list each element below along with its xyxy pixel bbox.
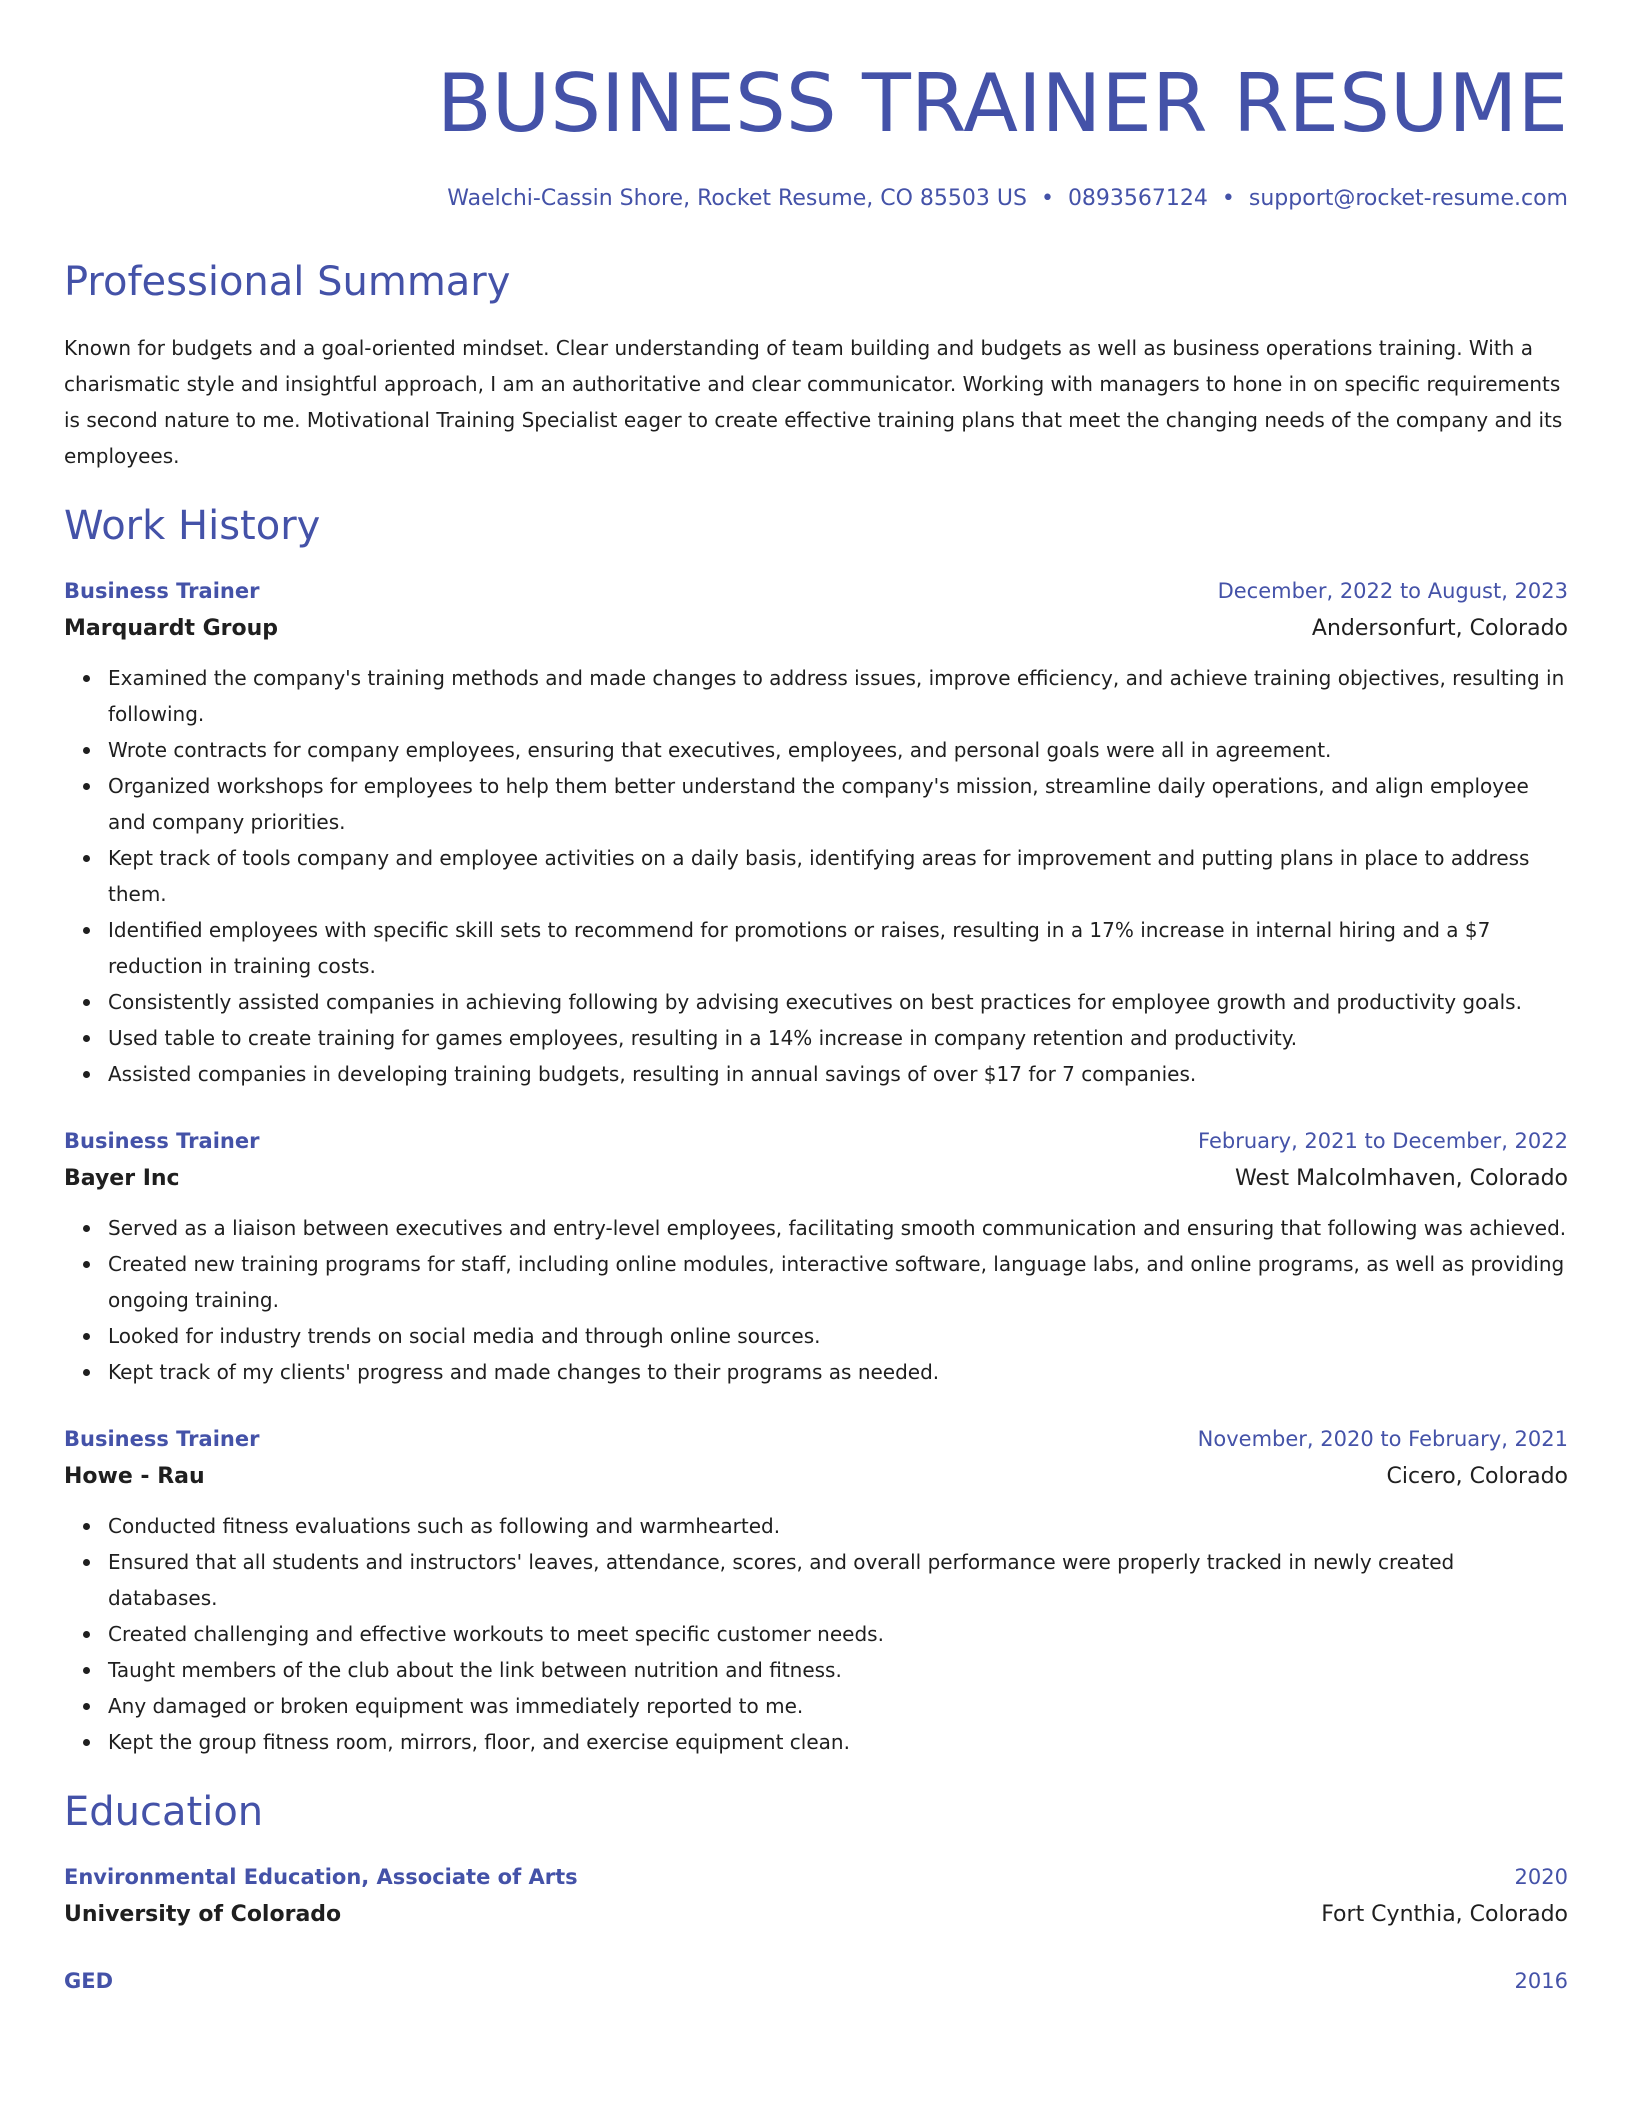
job-employer-row xyxy=(64,610,1568,648)
job-header-row xyxy=(64,572,1568,610)
summary-section xyxy=(64,256,1568,474)
contact-separator: • xyxy=(1221,186,1235,211)
summary-text: Known for budgets and a goal-oriented mindset. Clear understanding of team building and budgets as well as business operations training. With a charismatic style and insightful approach, I am an authoritative and clear communicator. Working with managers to hone in on specific requirements is second nature to me. Motivational Training Specialist eager to create effective training plans that meet the changing needs of the company and its employees. xyxy=(64,336,1563,468)
work-history-heading: Work History xyxy=(64,503,321,549)
summary-heading: Professional Summary xyxy=(64,259,511,305)
resume-page xyxy=(64,0,1568,2000)
job-bullet: Kept the group fitness room, mirrors, floor, and exercise equipment clean. xyxy=(108,1724,1568,1760)
job-dates: November, 2020 to February, 2021 xyxy=(1197,1427,1568,1451)
job-bullet: Wrote contracts for company employees, ensuring that executives, employees, and personal goals were all in agreement. xyxy=(108,732,1568,768)
job-title: Business Trainer xyxy=(64,1427,260,1451)
contact-line xyxy=(64,182,1568,216)
job-employer: Marquardt Group xyxy=(64,616,279,641)
education-year: 2016 xyxy=(1514,1969,1568,1993)
education-header-row xyxy=(64,1962,1568,2000)
work-history-section xyxy=(64,500,1568,1760)
contact-address: Waelchi-Cassin Shore, Rocket Resume, CO 85503 US xyxy=(447,186,1027,211)
job-entry xyxy=(64,1122,1568,1390)
job-entry xyxy=(64,572,1568,1092)
job-entry xyxy=(64,1420,1568,1760)
education-entry xyxy=(64,1858,1568,1934)
job-bullet: Taught members of the club about the link between nutrition and fitness. xyxy=(108,1652,1568,1688)
job-bullet: Kept track of my clients' progress and made changes to their programs as needed. xyxy=(108,1354,1568,1390)
education-section xyxy=(64,1786,1568,2000)
education-degree: Environmental Education, Associate of Arts xyxy=(64,1865,578,1889)
job-dates: December, 2022 to August, 2023 xyxy=(1217,579,1568,603)
resume-title: BUSINESS TRAINER RESUME xyxy=(436,57,1568,150)
job-location: West Malcolmhaven, Colorado xyxy=(1234,1166,1568,1191)
job-header-row xyxy=(64,1122,1568,1160)
job-bullet: Kept track of tools company and employee activities on a daily basis, identifying areas for improvement and putting plans in place to address them. xyxy=(108,840,1568,912)
job-title: Business Trainer xyxy=(64,1129,260,1153)
job-title: Business Trainer xyxy=(64,579,260,603)
job-bullet: Examined the company's training methods and made changes to address issues, improve efficiency, and achieve training objectives, resulting in following. xyxy=(108,660,1568,732)
contact-email: support@rocket-resume.com xyxy=(1248,186,1568,211)
contact-phone: 0893567124 xyxy=(1067,186,1208,211)
job-bullet: Any damaged or broken equipment was immediately reported to me. xyxy=(108,1688,1568,1724)
job-dates: February, 2021 to December, 2022 xyxy=(1198,1129,1568,1153)
job-location: Andersonfurt, Colorado xyxy=(1311,616,1568,641)
job-bullet: Organized workshops for employees to help them better understand the company's mission, streamline daily operations, and align employee and company priorities. xyxy=(108,768,1568,840)
job-employer-row xyxy=(64,1458,1568,1496)
contact-separator: • xyxy=(1040,186,1054,211)
job-bullets xyxy=(64,1210,1568,1390)
job-bullet: Conducted fitness evaluations such as following and warmhearted. xyxy=(108,1508,1568,1544)
job-bullet: Served as a liaison between executives and entry-level employees, facilitating smooth communication and ensuring that following was achieved. xyxy=(108,1210,1568,1246)
job-header-row xyxy=(64,1420,1568,1458)
job-bullet: Ensured that all students and instructors' leaves, attendance, scores, and overall performance were properly tracked in newly created databases. xyxy=(108,1544,1568,1616)
job-bullet: Created new training programs for staff, including online modules, interactive software, language labs, and online programs, as well as providing ongoing training. xyxy=(108,1246,1568,1318)
job-bullet: Created challenging and effective workouts to meet specific customer needs. xyxy=(108,1616,1568,1652)
job-bullet: Looked for industry trends on social media and through online sources. xyxy=(108,1318,1568,1354)
job-employer: Howe - Rau xyxy=(64,1464,205,1489)
job-bullet: Assisted companies in developing training budgets, resulting in annual savings of over $17 for 7 companies. xyxy=(108,1056,1568,1092)
job-bullet: Used table to create training for games employees, resulting in a 14% increase in company retention and productivity. xyxy=(108,1020,1568,1056)
job-bullets xyxy=(64,660,1568,1092)
education-heading: Education xyxy=(64,1789,264,1835)
job-bullet: Consistently assisted companies in achieving following by advising executives on best practices for employee growth and productivity goals. xyxy=(108,984,1568,1020)
job-bullet: Identified employees with specific skill sets to recommend for promotions or raises, resulting in a 17% increase in internal hiring and a $7 reduction in training costs. xyxy=(108,912,1568,984)
education-location: Fort Cynthia, Colorado xyxy=(1321,1902,1568,1927)
education-entry xyxy=(64,1962,1568,2000)
education-school-row xyxy=(64,1896,1568,1934)
job-bullets xyxy=(64,1508,1568,1760)
job-employer: Bayer Inc xyxy=(64,1166,180,1191)
education-year: 2020 xyxy=(1514,1865,1568,1889)
job-employer-row xyxy=(64,1160,1568,1198)
education-header-row xyxy=(64,1858,1568,1896)
education-school: University of Colorado xyxy=(64,1902,342,1927)
education-degree: GED xyxy=(64,1969,114,1993)
job-location: Cicero, Colorado xyxy=(1386,1464,1568,1489)
